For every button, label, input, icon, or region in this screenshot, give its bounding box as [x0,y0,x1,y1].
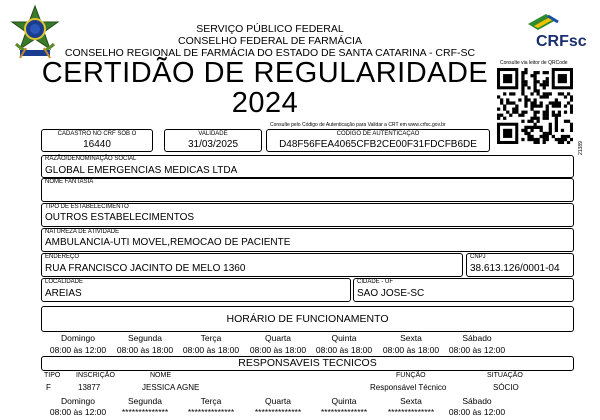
col-nome: NOME [150,372,171,379]
localidade-box [41,278,351,302]
resp-funcao: Responsável Técnico [370,383,447,392]
responsaveis-day-label: Sábado [462,396,492,406]
codigo-box [266,129,490,152]
qr-caption: Consulte via leitor de QRCode [500,60,568,66]
tipo-label: TIPO DE ESTABELECIMENTO [45,204,129,210]
horario-day-hours: 08:00 às 12:00 [49,345,107,355]
responsaveis-day-label: Domingo [60,396,96,406]
responsaveis-day-hours: ************** [187,407,235,417]
natureza-value: AMBULANCIA-UTI MOVEL,REMOCAO DE PACIENTE [45,237,291,248]
localidade-value: AREIAS [45,288,82,299]
header-line-2: CONSELHO FEDERAL DE FARMÁCIA [178,35,362,47]
horario-day-hours: 08:00 às 12:00 [448,345,506,355]
tipo-box [41,203,574,227]
crf-logo-text: CRFsc [536,33,587,50]
horario-day-hours: 08:00 às 18:00 [382,345,440,355]
razao-box [41,155,574,178]
col-inscricao: INSCRIÇÃO [76,372,115,379]
validade-box [164,129,262,152]
resp-situacao: SÓCIO [493,383,519,392]
horario-day-label: Terça [200,333,222,343]
cnpj-box [466,253,574,277]
qr-code-icon [497,68,573,144]
codigo-value: D48F56FEA4065CFB2CE00F31FDCFB6DE [279,139,477,150]
col-funcao: FUNÇÃO [396,372,426,379]
responsaveis-box [41,356,574,371]
horario-day-label: Domingo [60,333,96,343]
resp-inscricao: 13877 [78,383,101,392]
side-code: 21389 [578,141,584,155]
resp-nome: JESSICA AGNE [142,383,200,392]
horario-day-label: Sexta [400,333,422,343]
horario-day-hours: 08:00 às 18:00 [315,345,373,355]
page-title: CERTIDÃO DE REGULARIDADE [41,57,489,89]
codigo-label: CÓDIGO DE AUTENTICAÇÃO [336,131,420,137]
horario-day-label: Segunda [127,333,163,343]
tipo-value: OUTROS ESTABELECIMENTOS [45,212,195,223]
responsaveis-day-hours: ************** [320,407,368,417]
cadastro-label: CADASTRO NO CRF SOB O [57,131,137,137]
col-tipo: TIPO [44,372,61,379]
responsaveis-day-label: Quarta [265,396,291,406]
horario-title: HORÁRIO DE FUNCIONAMENTO [226,313,389,325]
natureza-box [41,228,574,252]
header-line-3: CONSELHO REGIONAL DE FARMÁCIA DO ESTADO DE SANTA CATARINA - CRF-SC [64,47,476,59]
horario-day-label: Quinta [331,333,357,343]
horario-day-hours: 08:00 às 18:00 [116,345,174,355]
page-year: 2024 [231,87,299,119]
validade-value: 31/03/2025 [187,139,239,150]
horario-day-hours: 08:00 às 18:00 [182,345,240,355]
horario-box [41,306,574,332]
col-situacao: SITUAÇÃO [487,372,523,379]
responsaveis-day-hours: ************** [387,407,435,417]
resp-tipo: F [46,383,51,392]
localidade-label: LOCALIDADE [45,279,84,285]
fantasia-box [41,178,574,202]
cadastro-box [41,129,153,152]
brasao-coat-of-arms-icon [6,4,64,62]
responsaveis-day-label: Sexta [400,396,422,406]
responsaveis-day-hours: 08:00 às 12:00 [49,407,107,417]
responsaveis-day-hours: ************** [254,407,302,417]
endereco-label: ENDEREÇO [45,254,80,260]
validade-label: VALIDADE [198,131,228,137]
auth-caption: Consulte pelo Código de Autenticação para Validar a CRT em www.crfsc.gov.br [270,122,446,128]
cidade-label: CIDADE - UF [357,279,393,285]
responsaveis-title: RESPONSAVEIS TECNICOS [238,357,377,369]
endereco-value: RUA FRANCISCO JACINTO DE MELO 1360 [45,263,246,274]
fantasia-label: NOME FANTASIA [45,179,94,185]
cnpj-label: CNPJ [470,254,486,260]
horario-day-label: Sábado [462,333,492,343]
crf-logo-icon [524,10,564,32]
responsaveis-day-label: Segunda [127,396,163,406]
razao-label: RAZÃO/DENOMINAÇÃO SOCIAL [45,156,137,162]
natureza-label: NATUREZA DE ATIVIDADE [45,229,120,235]
responsaveis-day-label: Quinta [331,396,357,406]
endereco-box [41,253,463,277]
responsaveis-day-hours: 08:00 às 12:00 [448,407,506,417]
cadastro-value: 16440 [83,139,111,150]
responsaveis-day-label: Terça [200,396,222,406]
cidade-value: SAO JOSE-SC [357,288,425,299]
header-line-1: SERVIÇO PÚBLICO FEDERAL [196,23,344,35]
responsaveis-day-hours: ************** [121,407,169,417]
cnpj-value: 38.613.126/0001-04 [470,263,560,274]
cidade-box [353,278,574,302]
horario-day-hours: 08:00 às 18:00 [249,345,307,355]
razao-value: GLOBAL EMERGENCIAS MEDICAS LTDA [45,165,238,176]
horario-day-label: Quarta [265,333,291,343]
